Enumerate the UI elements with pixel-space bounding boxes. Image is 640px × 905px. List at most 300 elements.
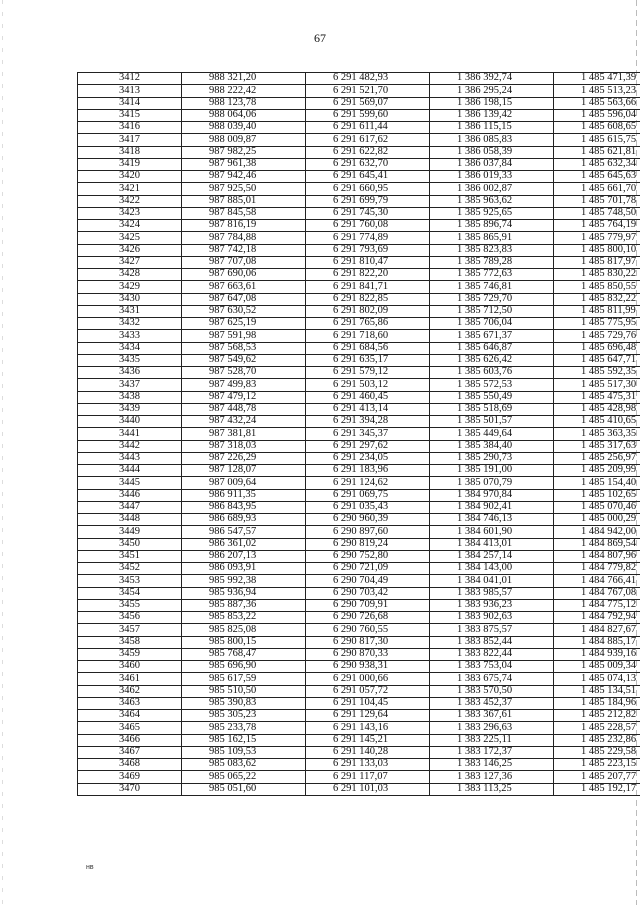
coordinate-cell: 987 663,61 xyxy=(182,281,306,293)
coordinate-cell: 985 768,47 xyxy=(182,648,306,660)
coordinate-cell: 6 291 069,75 xyxy=(306,489,430,501)
coordinate-cell: 1 384 257,14 xyxy=(430,550,554,562)
coordinate-cell: 1 385 896,74 xyxy=(430,220,554,232)
coordinate-cell: 1 384 413,01 xyxy=(430,538,554,550)
point-number-cell: 3415 xyxy=(78,109,182,121)
coordinate-cell: 1 485 800,10 xyxy=(554,244,640,256)
point-number-cell: 3461 xyxy=(78,673,182,685)
point-number-cell: 3470 xyxy=(78,783,182,795)
point-number-cell: 3433 xyxy=(78,330,182,342)
coordinate-cell: 1 385 823,83 xyxy=(430,244,554,256)
point-number-cell: 3456 xyxy=(78,612,182,624)
coordinate-cell: 988 039,40 xyxy=(182,122,306,134)
point-number-cell: 3466 xyxy=(78,734,182,746)
table-row xyxy=(78,73,640,85)
coordinate-cell: 1 386 058,39 xyxy=(430,146,554,158)
coordinate-cell: 6 291 129,64 xyxy=(306,710,430,722)
coordinate-cell: 1 385 572,53 xyxy=(430,379,554,391)
table-row xyxy=(78,342,640,354)
coordinate-cell: 6 290 752,80 xyxy=(306,550,430,562)
point-number-cell: 3452 xyxy=(78,563,182,575)
coordinate-cell: 6 291 482,93 xyxy=(306,73,430,85)
coordinate-cell: 1 485 517,30 xyxy=(554,379,640,391)
coordinate-cell: 1 485 000,29 xyxy=(554,514,640,526)
coordinate-cell: 985 305,23 xyxy=(182,710,306,722)
coordinate-cell: 1 485 184,96 xyxy=(554,697,640,709)
coordinate-cell: 985 162,15 xyxy=(182,734,306,746)
coordinate-cell: 1 485 475,31 xyxy=(554,391,640,403)
coordinate-cell: 987 961,38 xyxy=(182,158,306,170)
coordinate-cell: 1 485 410,65 xyxy=(554,416,640,428)
table-row xyxy=(78,281,640,293)
coordinate-cell: 1 383 172,37 xyxy=(430,746,554,758)
scan-edge-left xyxy=(2,0,3,905)
coordinate-cell: 1 485 621,81 xyxy=(554,146,640,158)
table-row xyxy=(78,514,640,526)
coordinate-cell: 6 290 726,68 xyxy=(306,612,430,624)
table-row xyxy=(78,134,640,146)
coordinate-cell: 987 128,07 xyxy=(182,465,306,477)
coordinate-cell: 1 485 223,15 xyxy=(554,759,640,771)
coordinate-cell: 987 432,24 xyxy=(182,416,306,428)
coordinate-cell: 6 291 765,86 xyxy=(306,318,430,330)
coordinate-cell: 987 630,52 xyxy=(182,305,306,317)
coordinate-cell: 1 384 970,84 xyxy=(430,489,554,501)
point-number-cell: 3424 xyxy=(78,220,182,232)
point-number-cell: 3467 xyxy=(78,746,182,758)
coordinate-cell: 1 485 592,35 xyxy=(554,367,640,379)
coordinate-cell: 1 386 002,87 xyxy=(430,183,554,195)
point-number-cell: 3468 xyxy=(78,759,182,771)
table-row xyxy=(78,403,640,415)
coordinate-cell: 986 547,57 xyxy=(182,526,306,538)
coordinate-cell: 6 290 709,91 xyxy=(306,599,430,611)
coordinate-cell: 6 291 635,17 xyxy=(306,354,430,366)
coordinate-cell: 1 385 646,87 xyxy=(430,342,554,354)
table-row xyxy=(78,379,640,391)
point-number-cell: 3447 xyxy=(78,501,182,513)
table-row xyxy=(78,207,640,219)
table-row xyxy=(78,636,640,648)
point-number-cell: 3454 xyxy=(78,587,182,599)
table-row xyxy=(78,440,640,452)
coordinate-cell: 1 484 827,67 xyxy=(554,624,640,636)
coordinate-cell: 1 485 192,17 xyxy=(554,783,640,795)
coordinate-cell: 1 484 766,41 xyxy=(554,575,640,587)
coordinates-table-body xyxy=(78,73,640,796)
coordinate-cell: 1 385 501,57 xyxy=(430,416,554,428)
coordinate-cell: 1 385 384,40 xyxy=(430,440,554,452)
coordinate-cell: 6 291 124,62 xyxy=(306,477,430,489)
coordinate-cell: 1 383 296,63 xyxy=(430,722,554,734)
table-row xyxy=(78,452,640,464)
coordinate-cell: 6 291 140,28 xyxy=(306,746,430,758)
coordinate-cell: 6 291 822,20 xyxy=(306,269,430,281)
point-number-cell: 3441 xyxy=(78,428,182,440)
coordinate-cell: 988 064,06 xyxy=(182,109,306,121)
coordinate-cell: 1 386 392,74 xyxy=(430,73,554,85)
coordinate-cell: 6 290 703,42 xyxy=(306,587,430,599)
table-row xyxy=(78,269,640,281)
coordinate-cell: 986 093,91 xyxy=(182,563,306,575)
coordinate-cell: 6 291 117,07 xyxy=(306,771,430,783)
point-number-cell: 3435 xyxy=(78,354,182,366)
coordinate-cell: 987 885,01 xyxy=(182,195,306,207)
coordinate-cell: 1 484 767,08 xyxy=(554,587,640,599)
point-number-cell: 3449 xyxy=(78,526,182,538)
coordinate-cell: 985 065,22 xyxy=(182,771,306,783)
coordinate-cell: 1 485 632,34 xyxy=(554,158,640,170)
coordinate-cell: 1 484 775,12 xyxy=(554,599,640,611)
coordinate-cell: 1 484 779,82 xyxy=(554,563,640,575)
coordinate-cell: 1 383 675,74 xyxy=(430,673,554,685)
coordinate-cell: 6 290 760,55 xyxy=(306,624,430,636)
coordinate-cell: 988 321,20 xyxy=(182,73,306,85)
table-row xyxy=(78,416,640,428)
table-row xyxy=(78,648,640,660)
coordinate-cell: 987 690,06 xyxy=(182,269,306,281)
point-number-cell: 3419 xyxy=(78,158,182,170)
coordinate-cell: 1 386 115,15 xyxy=(430,122,554,134)
coordinate-cell: 1 485 729,76 xyxy=(554,330,640,342)
coordinate-cell: 1 484 942,00 xyxy=(554,526,640,538)
coordinate-cell: 1 384 902,41 xyxy=(430,501,554,513)
table-row xyxy=(78,599,640,611)
coordinate-cell: 1 383 367,61 xyxy=(430,710,554,722)
table-row xyxy=(78,146,640,158)
coordinate-cell: 6 291 802,09 xyxy=(306,305,430,317)
coordinate-cell: 1 485 134,51 xyxy=(554,685,640,697)
coordinate-cell: 6 290 721,09 xyxy=(306,563,430,575)
point-number-cell: 3429 xyxy=(78,281,182,293)
table-row xyxy=(78,759,640,771)
point-number-cell: 3425 xyxy=(78,232,182,244)
coordinate-cell: 987 568,53 xyxy=(182,342,306,354)
table-row xyxy=(78,697,640,709)
coordinate-cell: 6 291 143,16 xyxy=(306,722,430,734)
coordinate-cell: 1 485 228,57 xyxy=(554,722,640,734)
table-row xyxy=(78,587,640,599)
coordinate-cell: 6 291 774,89 xyxy=(306,232,430,244)
coordinate-cell: 6 291 660,95 xyxy=(306,183,430,195)
coordinate-cell: 987 816,19 xyxy=(182,220,306,232)
coordinate-cell: 985 390,83 xyxy=(182,697,306,709)
coordinate-cell: 6 291 183,96 xyxy=(306,465,430,477)
coordinate-cell: 987 528,70 xyxy=(182,367,306,379)
point-number-cell: 3427 xyxy=(78,256,182,268)
coordinate-cell: 1 383 452,37 xyxy=(430,697,554,709)
coordinate-cell: 1 383 875,57 xyxy=(430,624,554,636)
point-number-cell: 3438 xyxy=(78,391,182,403)
coordinate-cell: 985 083,62 xyxy=(182,759,306,771)
coordinate-cell: 1 485 775,95 xyxy=(554,318,640,330)
coordinate-cell: 987 226,29 xyxy=(182,452,306,464)
point-number-cell: 3446 xyxy=(78,489,182,501)
coordinate-cell: 985 853,22 xyxy=(182,612,306,624)
point-number-cell: 3460 xyxy=(78,661,182,673)
table-row xyxy=(78,318,640,330)
point-number-cell: 3444 xyxy=(78,465,182,477)
coordinate-cell: 987 625,19 xyxy=(182,318,306,330)
table-row xyxy=(78,354,640,366)
coordinate-cell: 1 383 113,25 xyxy=(430,783,554,795)
point-number-cell: 3414 xyxy=(78,97,182,109)
coordinate-cell: 1 485 363,35 xyxy=(554,428,640,440)
coordinate-cell: 1 385 070,79 xyxy=(430,477,554,489)
point-number-cell: 3412 xyxy=(78,73,182,85)
coordinate-cell: 985 109,53 xyxy=(182,746,306,758)
coordinate-cell: 1 485 596,04 xyxy=(554,109,640,121)
coordinate-cell: 6 291 579,12 xyxy=(306,367,430,379)
coordinate-cell: 6 290 819,24 xyxy=(306,538,430,550)
coordinate-cell: 6 290 870,33 xyxy=(306,648,430,660)
coordinate-cell: 1 385 963,62 xyxy=(430,195,554,207)
coordinate-cell: 985 825,08 xyxy=(182,624,306,636)
point-number-cell: 3463 xyxy=(78,697,182,709)
coordinate-cell: 6 291 569,07 xyxy=(306,97,430,109)
point-number-cell: 3432 xyxy=(78,318,182,330)
coordinate-cell: 1 485 647,71 xyxy=(554,354,640,366)
point-number-cell: 3465 xyxy=(78,722,182,734)
coordinate-cell: 1 385 772,63 xyxy=(430,269,554,281)
table-row xyxy=(78,783,640,795)
table-row xyxy=(78,550,640,562)
coordinate-cell: 6 291 057,72 xyxy=(306,685,430,697)
coordinate-cell: 1 383 146,25 xyxy=(430,759,554,771)
coordinate-cell: 985 936,94 xyxy=(182,587,306,599)
coordinate-cell: 987 549,62 xyxy=(182,354,306,366)
coordinate-cell: 1 383 753,04 xyxy=(430,661,554,673)
table-row xyxy=(78,465,640,477)
coordinate-cell: 987 009,64 xyxy=(182,477,306,489)
point-number-cell: 3417 xyxy=(78,134,182,146)
point-number-cell: 3464 xyxy=(78,710,182,722)
coordinate-cell: 1 385 449,64 xyxy=(430,428,554,440)
point-number-cell: 3437 xyxy=(78,379,182,391)
table-row xyxy=(78,330,640,342)
coordinate-cell: 1 485 207,77 xyxy=(554,771,640,783)
coordinate-cell: 1 384 143,00 xyxy=(430,563,554,575)
point-number-cell: 3457 xyxy=(78,624,182,636)
table-row xyxy=(78,722,640,734)
table-row xyxy=(78,171,640,183)
coordinate-cell: 1 485 229,58 xyxy=(554,746,640,758)
coordinate-cell: 1 485 102,65 xyxy=(554,489,640,501)
coordinate-cell: 6 290 897,60 xyxy=(306,526,430,538)
coordinate-cell: 1 485 748,50 xyxy=(554,207,640,219)
coordinate-cell: 1 484 792,94 xyxy=(554,612,640,624)
coordinate-cell: 6 291 297,62 xyxy=(306,440,430,452)
coordinate-cell: 987 742,18 xyxy=(182,244,306,256)
coordinate-cell: 6 291 810,47 xyxy=(306,256,430,268)
coordinate-cell: 1 386 295,24 xyxy=(430,85,554,97)
coordinate-cell: 1 385 712,50 xyxy=(430,305,554,317)
coordinate-cell: 987 381,81 xyxy=(182,428,306,440)
coordinate-cell: 1 385 603,76 xyxy=(430,367,554,379)
point-number-cell: 3418 xyxy=(78,146,182,158)
coordinate-cell: 1 485 074,13 xyxy=(554,673,640,685)
coordinate-cell: 1 485 764,19 xyxy=(554,220,640,232)
table-row xyxy=(78,612,640,624)
coordinate-cell: 985 510,50 xyxy=(182,685,306,697)
coordinate-cell: 6 291 145,21 xyxy=(306,734,430,746)
coordinate-cell: 985 887,36 xyxy=(182,599,306,611)
coordinate-cell: 6 291 793,69 xyxy=(306,244,430,256)
table-row xyxy=(78,477,640,489)
coordinate-cell: 986 843,95 xyxy=(182,501,306,513)
table-row xyxy=(78,575,640,587)
point-number-cell: 3422 xyxy=(78,195,182,207)
coordinate-cell: 6 291 611,44 xyxy=(306,122,430,134)
coordinate-cell: 6 291 699,79 xyxy=(306,195,430,207)
coordinate-cell: 1 384 601,90 xyxy=(430,526,554,538)
coordinate-cell: 6 291 822,85 xyxy=(306,293,430,305)
coordinate-cell: 1 385 789,28 xyxy=(430,256,554,268)
coordinate-cell: 1 385 746,81 xyxy=(430,281,554,293)
coordinate-cell: 6 291 622,82 xyxy=(306,146,430,158)
table-row xyxy=(78,220,640,232)
point-number-cell: 3458 xyxy=(78,636,182,648)
coordinate-cell: 1 386 139,42 xyxy=(430,109,554,121)
coordinate-cell: 985 696,90 xyxy=(182,661,306,673)
coordinate-cell: 1 383 985,57 xyxy=(430,587,554,599)
coordinate-cell: 6 291 760,08 xyxy=(306,220,430,232)
coordinate-cell: 6 291 599,60 xyxy=(306,109,430,121)
point-number-cell: 3428 xyxy=(78,269,182,281)
coordinate-cell: 1 386 198,15 xyxy=(430,97,554,109)
coordinate-cell: 1 485 154,40 xyxy=(554,477,640,489)
coordinate-cell: 1 484 939,16 xyxy=(554,648,640,660)
coordinate-cell: 6 291 617,62 xyxy=(306,134,430,146)
coordinate-cell: 1 485 830,22 xyxy=(554,269,640,281)
point-number-cell: 3436 xyxy=(78,367,182,379)
coordinate-cell: 6 291 133,03 xyxy=(306,759,430,771)
coordinate-cell: 1 485 832,22 xyxy=(554,293,640,305)
coordinate-cell: 987 318,03 xyxy=(182,440,306,452)
coordinate-cell: 1 485 513,23 xyxy=(554,85,640,97)
coordinate-cell: 1 385 191,00 xyxy=(430,465,554,477)
point-number-cell: 3469 xyxy=(78,771,182,783)
point-number-cell: 3451 xyxy=(78,550,182,562)
coordinate-cell: 987 707,08 xyxy=(182,256,306,268)
coordinate-cell: 986 207,13 xyxy=(182,550,306,562)
table-row xyxy=(78,489,640,501)
coordinate-cell: 6 290 938,31 xyxy=(306,661,430,673)
point-number-cell: 3434 xyxy=(78,342,182,354)
point-number-cell: 3455 xyxy=(78,599,182,611)
point-number-cell: 3440 xyxy=(78,416,182,428)
point-number-cell: 3462 xyxy=(78,685,182,697)
coordinate-cell: 987 982,25 xyxy=(182,146,306,158)
coordinate-cell: 1 385 518,69 xyxy=(430,403,554,415)
coordinate-cell: 6 291 345,37 xyxy=(306,428,430,440)
coordinate-cell: 1 485 209,99 xyxy=(554,465,640,477)
coordinate-cell: 988 123,78 xyxy=(182,97,306,109)
table-row xyxy=(78,501,640,513)
coordinate-cell: 1 383 127,36 xyxy=(430,771,554,783)
coordinate-cell: 1 485 701,78 xyxy=(554,195,640,207)
coordinate-cell: 1 485 696,48 xyxy=(554,342,640,354)
coordinate-cell: 6 291 394,28 xyxy=(306,416,430,428)
table-row xyxy=(78,183,640,195)
point-number-cell: 3426 xyxy=(78,244,182,256)
coordinate-cell: 1 383 225,11 xyxy=(430,734,554,746)
coordinate-cell: 985 617,59 xyxy=(182,673,306,685)
coordinate-cell: 987 647,08 xyxy=(182,293,306,305)
point-number-cell: 3421 xyxy=(78,183,182,195)
table-row xyxy=(78,624,640,636)
coordinate-cell: 6 291 718,60 xyxy=(306,330,430,342)
point-number-cell: 3448 xyxy=(78,514,182,526)
coordinate-cell: 1 385 865,91 xyxy=(430,232,554,244)
footer-mark: нв xyxy=(86,864,94,871)
coordinate-cell: 987 784,88 xyxy=(182,232,306,244)
coordinate-cell: 6 291 234,05 xyxy=(306,452,430,464)
point-number-cell: 3459 xyxy=(78,648,182,660)
coordinate-cell: 1 485 645,63 xyxy=(554,171,640,183)
table-row xyxy=(78,244,640,256)
coordinate-cell: 988 009,87 xyxy=(182,134,306,146)
coordinate-cell: 1 485 471,39 xyxy=(554,73,640,85)
point-number-cell: 3420 xyxy=(78,171,182,183)
coordinate-cell: 6 291 104,45 xyxy=(306,697,430,709)
table-row xyxy=(78,232,640,244)
point-number-cell: 3445 xyxy=(78,477,182,489)
table-row xyxy=(78,538,640,550)
coordinate-cell: 1 385 925,65 xyxy=(430,207,554,219)
coordinate-cell: 6 291 745,30 xyxy=(306,207,430,219)
point-number-cell: 3413 xyxy=(78,85,182,97)
point-number-cell: 3443 xyxy=(78,452,182,464)
coordinate-cell: 6 291 460,45 xyxy=(306,391,430,403)
coordinate-cell: 1 485 811,99 xyxy=(554,305,640,317)
table-row xyxy=(78,673,640,685)
coordinate-cell: 6 290 704,49 xyxy=(306,575,430,587)
point-number-cell: 3431 xyxy=(78,305,182,317)
table-row xyxy=(78,661,640,673)
coordinate-cell: 1 485 661,70 xyxy=(554,183,640,195)
coordinate-cell: 6 291 413,14 xyxy=(306,403,430,415)
coordinate-cell: 987 448,78 xyxy=(182,403,306,415)
coordinate-cell: 6 291 035,43 xyxy=(306,501,430,513)
table-row xyxy=(78,563,640,575)
table-row xyxy=(78,195,640,207)
table-row xyxy=(78,122,640,134)
coordinate-cell: 1 485 563,66 xyxy=(554,97,640,109)
coordinate-cell: 1 385 671,37 xyxy=(430,330,554,342)
coordinate-cell: 987 942,46 xyxy=(182,171,306,183)
point-number-cell: 3423 xyxy=(78,207,182,219)
coordinate-cell: 987 845,58 xyxy=(182,207,306,219)
coordinate-cell: 1 383 936,23 xyxy=(430,599,554,611)
coordinates-table xyxy=(77,72,640,796)
coordinate-cell: 1 385 729,70 xyxy=(430,293,554,305)
coordinate-cell: 1 485 850,55 xyxy=(554,281,640,293)
coordinate-cell: 6 290 817,30 xyxy=(306,636,430,648)
table-row xyxy=(78,256,640,268)
coordinate-cell: 1 484 869,54 xyxy=(554,538,640,550)
coordinate-cell: 1 383 822,44 xyxy=(430,648,554,660)
table-row xyxy=(78,305,640,317)
coordinate-cell: 1 485 608,65 xyxy=(554,122,640,134)
table-row xyxy=(78,734,640,746)
coordinate-cell: 987 479,12 xyxy=(182,391,306,403)
coordinate-cell: 6 291 521,70 xyxy=(306,85,430,97)
point-number-cell: 3439 xyxy=(78,403,182,415)
coordinate-cell: 1 485 212,82 xyxy=(554,710,640,722)
coordinate-cell: 6 291 101,03 xyxy=(306,783,430,795)
coordinate-cell: 985 992,38 xyxy=(182,575,306,587)
